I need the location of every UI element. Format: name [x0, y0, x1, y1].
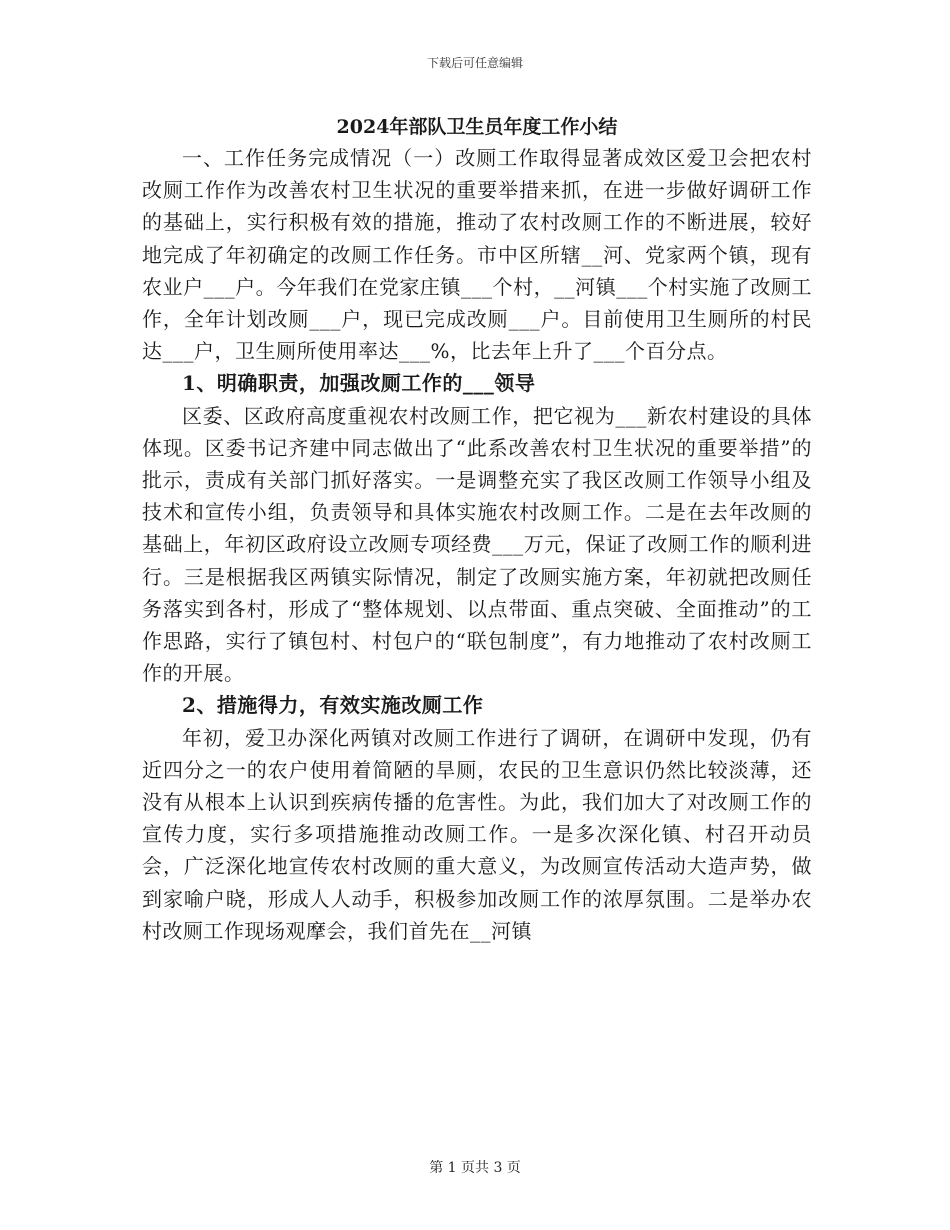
document-body [142, 112, 812, 947]
section-heading-1: 1、明确职责，加强改厕工作的___领导 [182, 371, 536, 396]
page-header-note: 下载后可任意编辑 [426, 56, 523, 70]
document-title: 2024年部队卫生员年度工作小结 [336, 116, 618, 138]
page-number: 第 1 页共 3 页 [429, 1160, 521, 1176]
paragraph-task-completion: 一、工作任务完成情况（一）改厕工作取得显著成效区爱卫会把农村改厕工作作为改善农村卫生状况的重要举措来抓，在进一步做好调研工作的基础上，实行积极有效的措施，推动了农村改厕工作的不断进展，较好地完成了年初确定的改厕工作任务。市中区所辖__河、党家两个镇，现有农业户___户。今年我们在党家庄镇___个村，__河镇___个村实施了改厕工作，全年计划改厕___户，现已完成改厕___户。目前使用卫生厕所的村民达___户，卫生厕所使用率达___%，比去年上升了___个百分点。 [142, 146, 812, 364]
paragraph-leadership: 区委、区政府高度重视农村改厕工作，把它视为___新农村建设的具体体现。区委书记齐建中同志做出了“此系改善农村卫生状况的重要举措”的批示，责成有关部门抓好落实。一是调整充实了我区改厕工作领导小组及技术和宣传小组，负责领导和具体实施农村改厕工作。二是在去年改厕的基础上，年初区政府设立改厕专项经费___万元，保证了改厕工作的顺利进行。三是根据我区两镇实际情况，制定了改厕实施方案，年初就把改厕任务落实到各村，形成了“整体规划、以点带面、重点突破、全面推动”的工作思路，实行了镇包村、村包户的“联包制度”，有力地推动了农村改厕工作的开展。 [142, 403, 812, 686]
section-heading-2: 2、措施得力，有效实施改厕工作 [182, 693, 484, 718]
paragraph-measures: 年初，爱卫办深化两镇对改厕工作进行了调研，在调研中发现，仍有近四分之一的农户使用着简陋的旱厕，农民的卫生意识仍然比较淡薄，还没有从根本上认识到疾病传播的危害性。为此，我们加大了对改厕工作的宣传力度，实行多项措施推动改厕工作。一是多次深化镇、村召开动员会，广泛深化地宣传农村改厕的重大意义，为改厕宣传活动大造声势，做到家喻户晓，形成人人动手，积极参加改厕工作的浓厚氛围。二是举办农村改厕工作现场观摩会，我们首先在__河镇 [142, 725, 812, 943]
